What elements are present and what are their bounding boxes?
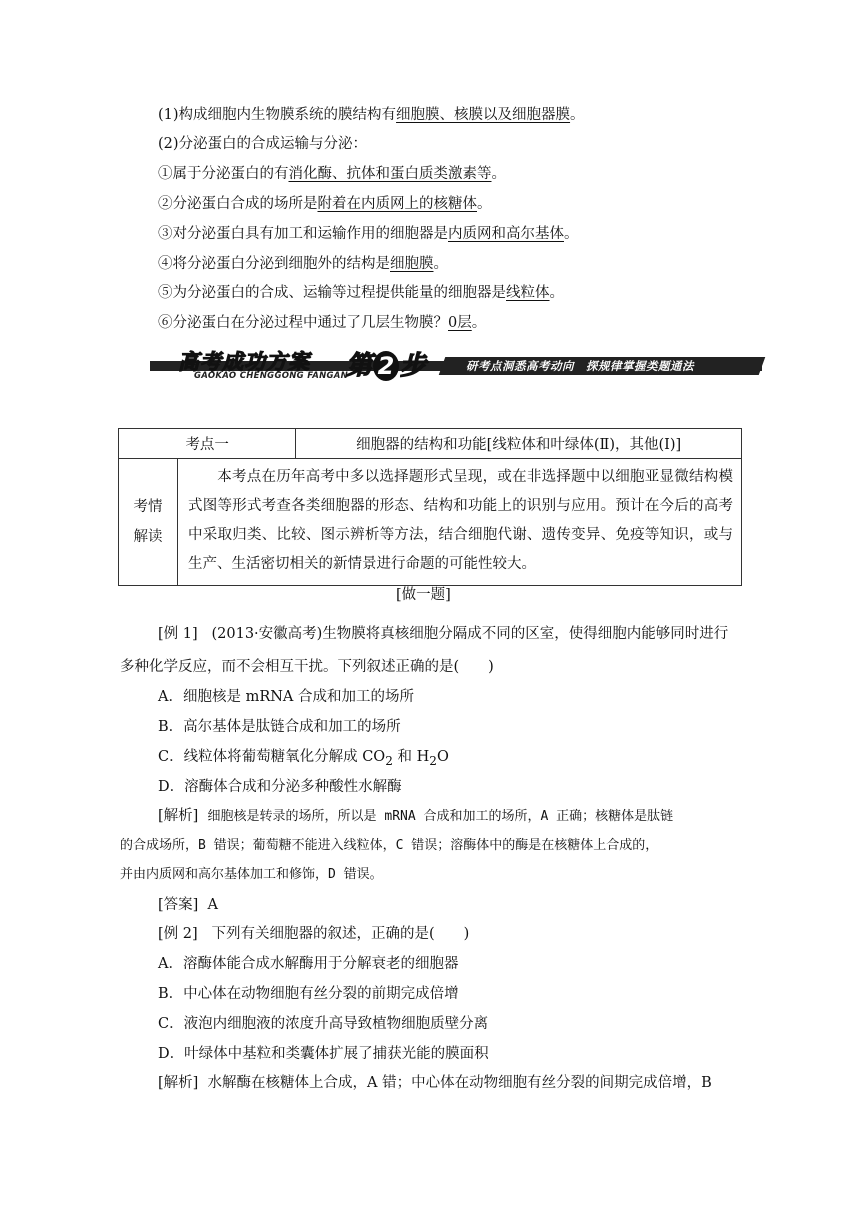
step-number: 2 [373, 351, 399, 381]
ex2-option-b: B．中心体在动物细胞有丝分裂的前期完成倍增 [158, 986, 459, 1002]
text: 。 [549, 285, 564, 301]
answer-underlined: 内质网和高尔基体 [448, 226, 564, 242]
analysis-tag: [解析] [158, 808, 199, 824]
answer-underlined: 消化酶、抗体和蛋白质类激素等 [288, 166, 492, 182]
text: 。 [477, 196, 492, 212]
intro-item-6 [158, 311, 486, 332]
text: ①属于分泌蛋白的有 [158, 166, 289, 182]
ex1-analysis-line1 [158, 804, 673, 825]
ex1-option-c [158, 745, 449, 768]
subscript: 2 [385, 753, 393, 768]
analysis-text: 水解酶在核糖体上合成，A 错；中心体在动物细胞有丝分裂的间期完成倍增，B [207, 1075, 712, 1091]
step-pre: 第 [346, 351, 373, 381]
answer-underlined: 细胞膜 [390, 256, 434, 272]
answer-underlined: 细胞膜、核膜以及细胞器膜 [396, 107, 571, 123]
ex2-tag: [例 2] [158, 926, 198, 942]
intro-line-1 [158, 103, 585, 124]
analysis-tag: [解析] [158, 1075, 199, 1091]
ex1-analysis-line3: 并由内质网和高尔基体加工和修饰，D 错误。 [120, 867, 383, 882]
exam-point-table [118, 428, 742, 586]
banner-pinyin: GAOKAO CHENGGONG FANGAN [194, 371, 349, 381]
ex1-stem-line1 [158, 622, 728, 643]
text: O [436, 749, 449, 765]
text: (1)构成细胞内生物膜系统的膜结构有 [158, 107, 397, 123]
ex1-option-b: B．高尔基体是肽链合成和加工的场所 [158, 719, 401, 735]
ex1-option-d: D．溶酶体合成和分泌多种酸性水解酶 [158, 779, 402, 795]
ex2-analysis-line1 [158, 1071, 712, 1092]
text: 。 [570, 107, 585, 123]
intro-item-1 [158, 162, 506, 183]
ex1-tag: [例 1] [158, 626, 198, 642]
banner-title: 高考成功方案 [178, 350, 310, 374]
text: 。 [433, 256, 448, 272]
section-title: [做一题] [396, 587, 451, 603]
section-banner [150, 345, 762, 385]
subscript: 2 [429, 753, 437, 768]
text: 。 [471, 315, 487, 331]
intro-item-2 [158, 192, 492, 213]
ex2-option-d: D．叶绿体中基粒和类囊体扩展了捕获光能的膜面积 [158, 1046, 489, 1062]
table-head-right: 细胞器的结构和功能[线粒体和叶绿体(Ⅱ)，其他(Ⅰ)] [296, 429, 742, 459]
label-line: 解读 [133, 529, 163, 545]
ex1-analysis-line2: 的合成场所，B 错误；葡萄糖不能进入线粒体，C 错误；溶酶体中的酶是在核糖体上合成的， [120, 838, 659, 853]
answer-value: A [207, 897, 219, 913]
text: 。 [564, 226, 579, 242]
intro-item-5 [158, 281, 564, 302]
answer-tag: [答案] [158, 897, 199, 913]
answer-underlined: 0层 [448, 315, 472, 331]
text: C．线粒体将葡萄糖氧化分解成 CO [158, 749, 386, 765]
text: ②分泌蛋白合成的场所是 [158, 196, 318, 212]
text: ③对分泌蛋白具有加工和运输作用的细胞器是 [158, 226, 448, 242]
table-label [119, 459, 178, 586]
ex2-stem-text: 下列有关细胞器的叙述，正确的是( ) [211, 926, 470, 942]
ex1-stem-line2: 多种化学反应，而不会相互干扰。下列叙述正确的是( ) [120, 659, 494, 675]
intro-line-2 [158, 132, 367, 153]
step-post: 步 [400, 351, 427, 381]
banner-step [346, 345, 426, 382]
ex1-source: (2013·安徽高考) [211, 626, 323, 642]
table-head-left: 考点一 [119, 429, 296, 459]
text: (2)分泌蛋白的合成运输与分泌： [158, 136, 368, 152]
text: ⑥分泌蛋白在分泌过程中通过了几层生物膜？ [158, 315, 448, 331]
ex1-stem: 生物膜将真核细胞分隔成不同的区室，使得细胞内能够同时进行 [322, 626, 729, 642]
answer-underlined: 附着在内质网上的核糖体 [317, 196, 477, 212]
banner-slogan: 研考点洞悉高考动向 探规律掌握类题通法 [466, 359, 694, 373]
ex1-option-a: A．细胞核是 mRNA 合成和加工的场所 [158, 689, 415, 705]
ex2-stem [158, 922, 469, 943]
table-body [178, 459, 742, 586]
ex1-answer [158, 893, 218, 914]
intro-item-4 [158, 252, 448, 273]
ex2-option-a: A．溶酶体能合成水解酶用于分解衰老的细胞器 [158, 956, 459, 972]
text: ④将分泌蛋白分泌到细胞外的结构是 [158, 256, 390, 272]
table-body-text: 本考点在历年高考中多以选择题形式呈现，或在非选择题中以细胞亚显微结构模式图等形式考查各类细胞器的形态、结构和功能上的识别与应用。预计在今后的高考中采取归类、比较、图示辨析等方法，结合细胞代谢、遗传变异、免疫等知识，或与生产、生活密切相关的新情景进行命题的可能性较大。 [188, 469, 733, 572]
text: ⑤为分泌蛋白的合成、运输等过程提供能量的细胞器是 [158, 285, 506, 301]
text: 和 H [392, 749, 430, 765]
label-line: 考情 [133, 499, 163, 515]
text: 。 [491, 166, 506, 182]
intro-item-3 [158, 222, 579, 243]
answer-underlined: 线粒体 [506, 285, 550, 301]
ex2-option-c: C．液泡内细胞液的浓度升高导致植物细胞质壁分离 [158, 1016, 489, 1032]
analysis-text: 细胞核是转录的场所，所以是 mRNA 合成和加工的场所，A 正确；核糖体是肽链 [207, 809, 674, 824]
